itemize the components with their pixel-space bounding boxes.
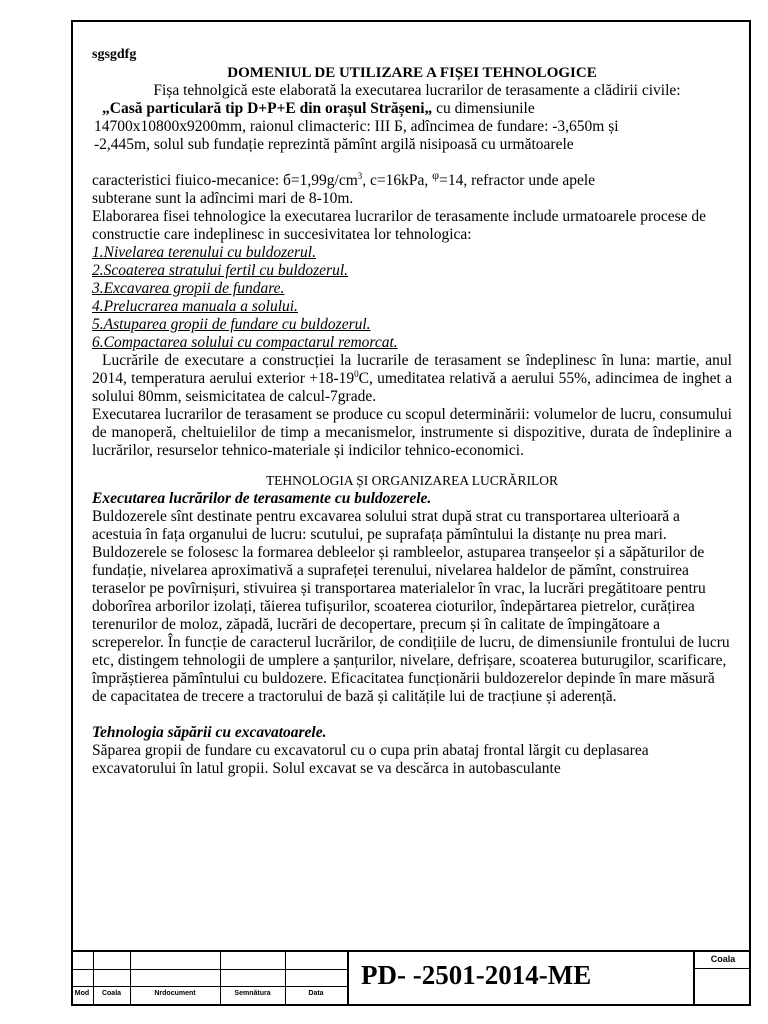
process-step: 2.Scoaterea stratului fertil cu buldozerul.: [92, 262, 349, 279]
grid-col-line: [220, 952, 221, 1006]
bulldozer-paragraph-2: Buldozerele se folosesc la formarea debleelor și rambleelor, astuparea tranșeelor și a săpăturilor de fundație, nivelarea aproximativă a suprafeței terenului, nivelarea haldelor de pămînt, construirea teraselor pe povîrnișuri, stivuirea și transportarea materialelor în vrac, la lucrări pregătitoare pentru doborîrea arborilor izolați, tăierea tufișurilor, scoaterea cioturilor, îndepărtarea pietrelor, curățirea terenurilor de moloz, zăpadă, lucrări de decopertare, precum și în calitate de împingătoare a screperelor. În funcție de caracterul lucrărilor, de condițiile de lucru, de dimensiunile frontului de lucru etc, distingem tehnologii de umplere a șanțurilor, nivelare, defrișare, scoaterea buturugilor, scarificare, împrăștierea pămîntului cu buldozere. Eficacitatea funcționării buldozerelor depinde în mare măsură de capacitatea de trecere a tractorului de bază și calitățile lui de tracțiune și aderență.: [92, 544, 730, 705]
label-nrdocument: Nrdocument: [154, 990, 196, 997]
soil-density: caracteristici fiuico-mecanice: б=1,99g/cm: [92, 172, 358, 189]
header-stray-text: sgsgdfg: [92, 47, 137, 62]
phi-symbol: φ: [432, 168, 440, 182]
section-2-title: TEHNOLOGIA ȘI ORGANIZAREA LUCRĂRILOR: [265, 473, 559, 488]
process-steps-list: [92, 244, 732, 352]
intro-line-2: [92, 100, 732, 118]
process-step: 4.Prelucrarea manuala a solului.: [92, 298, 298, 315]
grid-col-line: [285, 952, 286, 1006]
document-body: [92, 46, 732, 778]
label-semnatura: Semnătura: [234, 990, 271, 997]
intro-line-6: subterane sunt la adîncimi mari de 8-10m.: [92, 190, 354, 207]
grid-col-line: [93, 952, 94, 1006]
grid-row: [71, 969, 347, 987]
sheet-label: Coala: [710, 954, 736, 964]
purpose-paragraph: Executarea lucrarilor de terasament se produce cu scopul determinării: volumelor de lucru, consumului de manoperă, cheltuielilor de timp a mecanismelor, instrumente si dispozitive, durata de îndeplinire a lucrărilor, resurselor tehnico-materiale și indicilor tehnico-economici.: [92, 406, 732, 459]
friction-angle: =14, refractor unde apele: [439, 172, 596, 189]
intro-line-2-rest: cu dimensiunile: [432, 100, 535, 117]
works-paragraph: [92, 352, 732, 406]
excavator-subtitle: Tehnologia săpării cu excavatoarele.: [92, 724, 327, 741]
page-frame: [71, 20, 751, 1006]
soil-cohesion: , c=16kPa,: [362, 172, 433, 189]
process-step: 6.Compactarea solului cu compactarul remorcat.: [92, 334, 398, 351]
label-mod: Mod: [74, 990, 90, 997]
project-name: „Casă particulară tip D+P+E din orașul Strășeni„: [102, 100, 433, 117]
sheet-divider: [695, 968, 751, 969]
intro-line-3: 14700x10800x9200mm, raionul climacteric: III Б, adîncimea de fundare: -3,650m și: [94, 118, 619, 135]
excavator-paragraph: Săparea gropii de fundare cu excavatorul cu o cupa prin abataj frontal lărgit cu deplasarea excavatorului în latul gropii. Solul excavat se va descărca in autobasculante: [92, 742, 649, 777]
grid-row: [71, 952, 347, 970]
elaboration-paragraph: Elaborarea fisei tehnologice la executarea lucrarilor de terasamente include urmatoarele procese de constructie care indeplinesc in succesivitatea lor tehnologica:: [92, 208, 707, 243]
process-step: 3.Excavarea gropii de fundare.: [92, 280, 285, 297]
intro-line-1: Fișa tehnolgică este elaborată la executarea lucrarilor de terasamente a clădirii civile:: [153, 82, 681, 99]
sheet-box: [693, 952, 751, 1006]
label-data: Data: [308, 990, 324, 997]
document-code: PD- -2501-2014-ME: [361, 960, 592, 990]
label-coala: Coala: [101, 990, 122, 997]
density-exponent: 3: [357, 170, 363, 181]
bulldozer-subtitle: Executarea lucrărilor de terasamente cu buldozerele.: [92, 490, 432, 507]
intro-line-4: -2,445m, solul sub fundație reprezintă pămînt argilă nisipoasă cu următoarele: [94, 136, 574, 153]
works-text-b: C, umeditatea relativă a aerului 55%, adincimea de inghet a solului 80mm, seismicitatea de calcul-7grade.: [92, 370, 732, 405]
process-step: 1.Nivelarea terenului cu buldozerul.: [92, 244, 316, 261]
bulldozer-paragraph-1: Buldozerele sînt destinate pentru excavarea solului strat după strat cu transportarea ulterioară a acestuia în fața organului de lucru: scutului, pe suprafața pămîntului la distanțe nu prea mari.: [92, 508, 680, 543]
title-block-grid: [71, 952, 349, 1006]
degree-sup: 0: [354, 368, 359, 379]
works-text-a: Lucrările de executare a construcției la lucrarile de terasament se îndeplinesc în luna: martie, anul 2014, temperatura aerului exterior +18-19: [92, 352, 732, 387]
intro-line-5: [92, 166, 732, 190]
document-title: DOMENIUL DE UTILIZARE A FIȘEI TEHNOLOGICE: [227, 65, 597, 81]
process-step: 5.Astuparea gropii de fundare cu buldozerul.: [92, 316, 371, 333]
title-block: [71, 950, 751, 1006]
grid-col-line: [130, 952, 131, 1006]
